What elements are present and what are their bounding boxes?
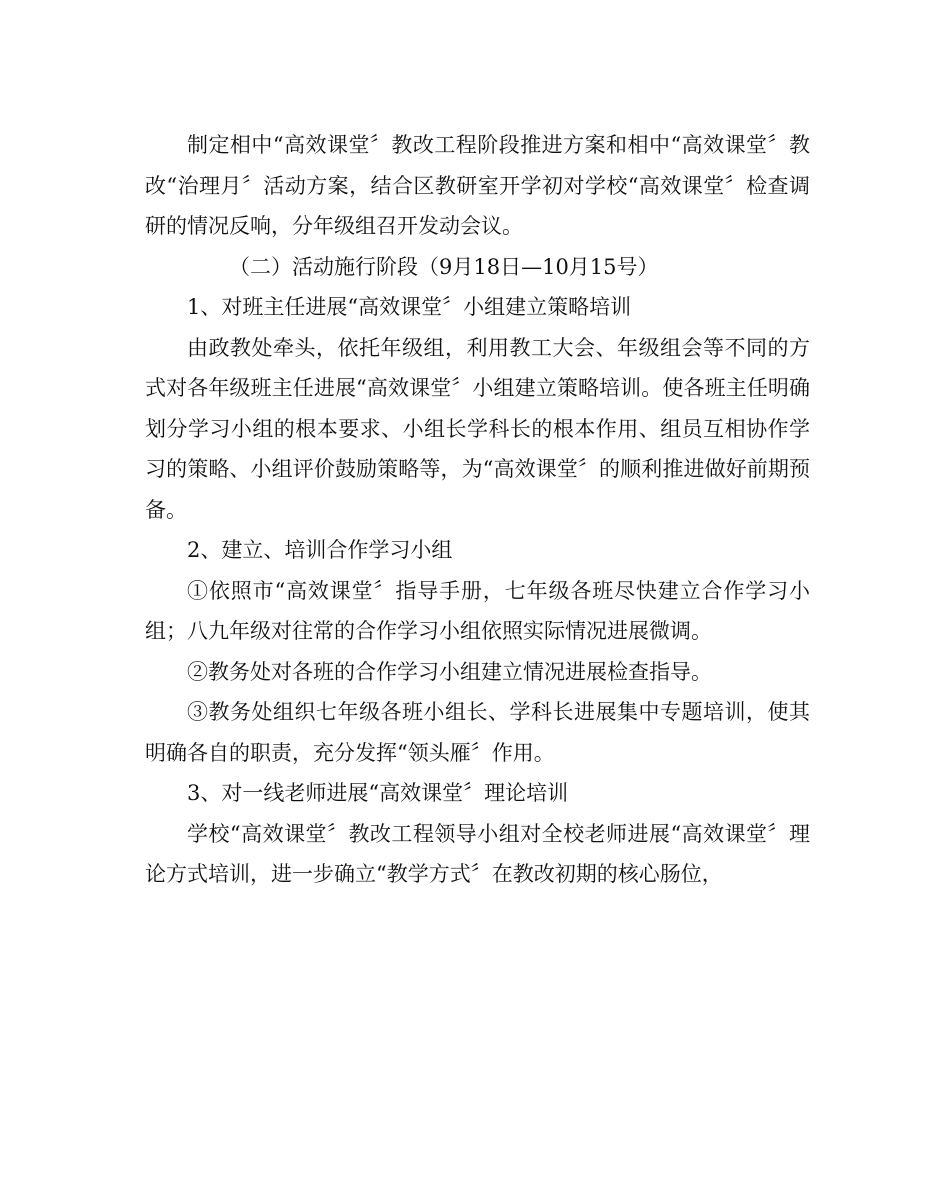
document-body bbox=[145, 125, 810, 895]
heading-teacher-theory-training: 3、对一线老师进展“高效课堂〞理论培训 bbox=[187, 781, 569, 805]
heading-class-teacher-training: 1、对班主任进展“高效课堂〞小组建立策略培训 bbox=[187, 295, 632, 319]
paragraph-stage-plan: 制定相中“高效课堂〞教改工程阶段推进方案和相中“高效课堂〞教改“治理月〞活动方案，结合区教研室开学初对学校“高效课堂〞检查调研的情况反响，分年级组召开发动会议。 bbox=[145, 133, 810, 238]
paragraph-class-teacher-training: 由政教处牵头，依托年级组，利用教工大会、年级组会等不同的方式对各年级班主任进展“高效课堂〞小组建立策略培训。使各班主任明确划分学习小组的根本要求、小组长学科长的根本作用、组员互相协作学习的策略、小组评价鼓励策略等，为“高效课堂〞的顺利推进做好前期预备。 bbox=[145, 335, 810, 522]
list-item-3: ③教务处组织七年级各班小组长、学科长进展集中专题培训，使其明确各自的职责，充分发挥“领头雁〞作用。 bbox=[145, 700, 810, 765]
list-item-2: ②教务处对各班的合作学习小组建立情况进展检查指导。 bbox=[187, 659, 712, 684]
list-item-1: ①依照市“高效课堂〞指导手册，七年级各班尽快建立合作学习小组；八九年级对往常的合作学习小组依照实际情况进展微调。 bbox=[145, 578, 810, 643]
heading-implementation-stage: （二）活动施行阶段（9月18日—10月15号） bbox=[229, 254, 659, 279]
paragraph-teacher-theory-training: 学校“高效课堂〞教改工程领导小组对全校老师进展“高效课堂〞理论方式培训，进一步确立“教学方式〞在教改初期的核心肠位， bbox=[145, 821, 810, 886]
heading-study-groups: 2、建立、培训合作学习小组 bbox=[187, 538, 453, 562]
